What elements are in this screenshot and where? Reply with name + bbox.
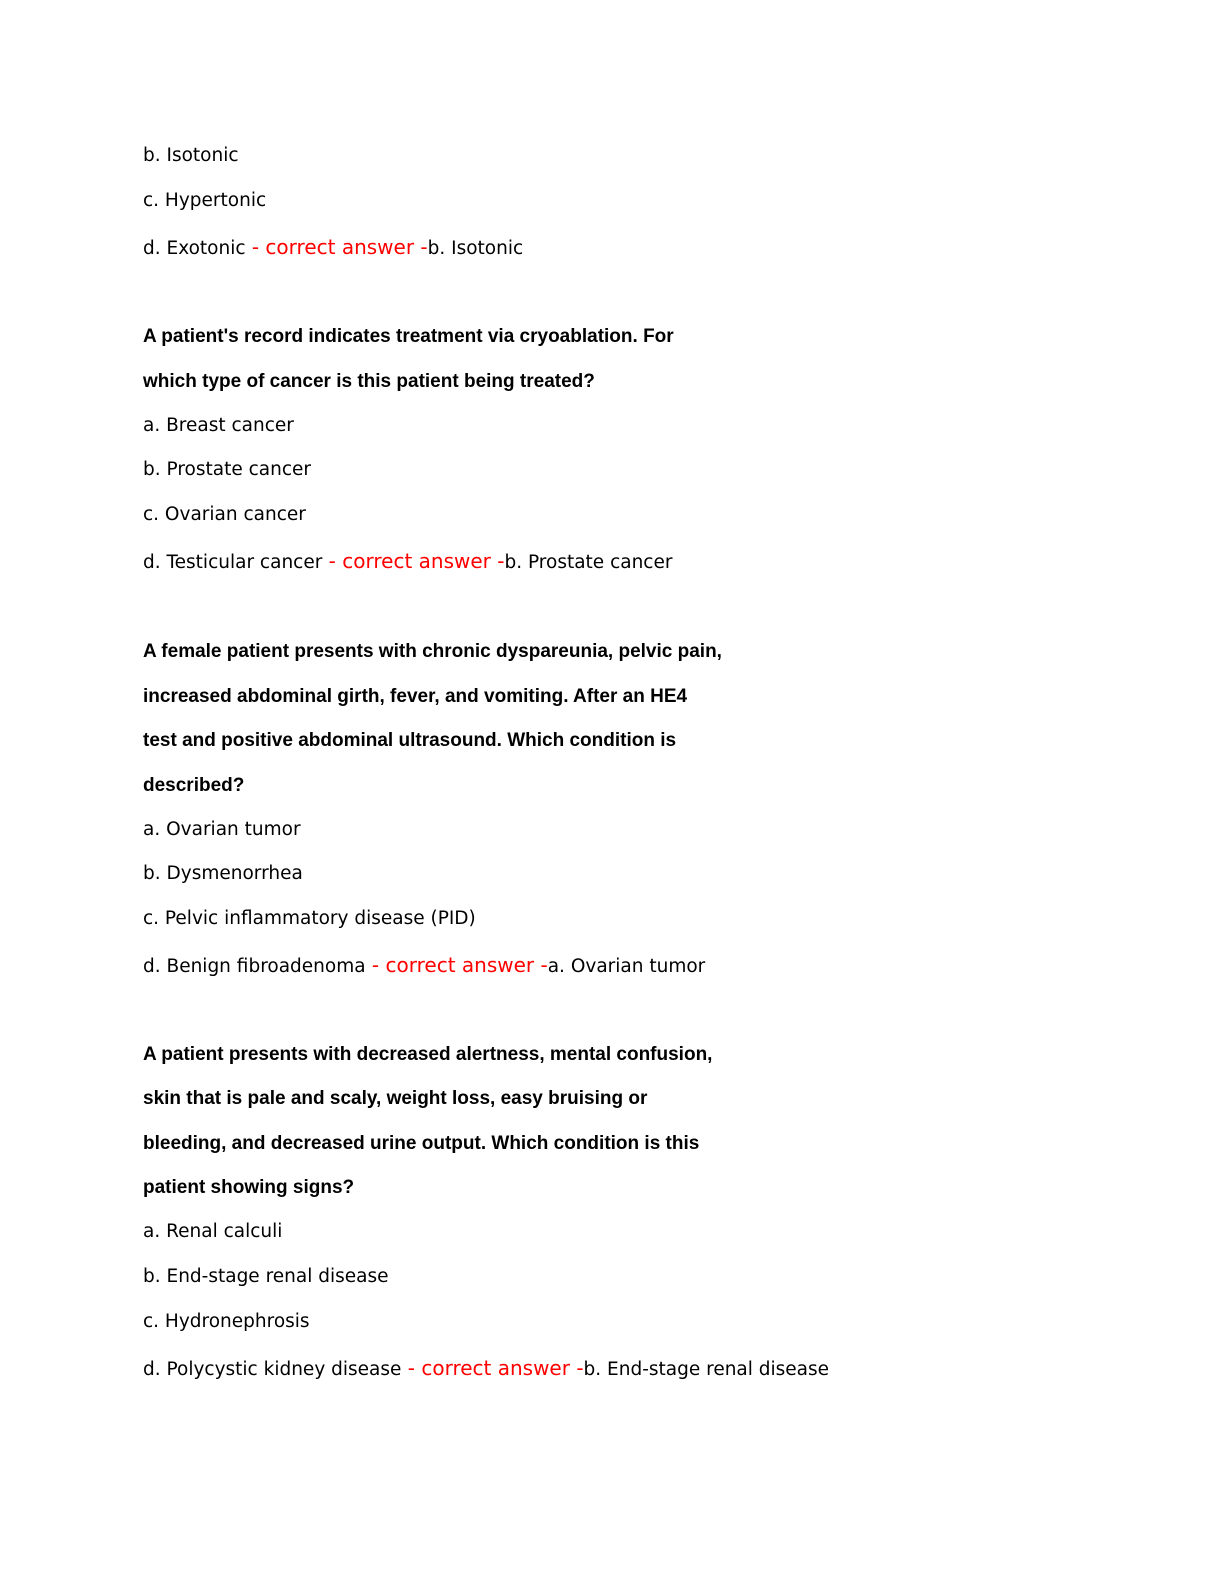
correct-answer-marker: - correct answer - — [245, 235, 428, 259]
correct-answer: b. Prostate cancer — [504, 552, 673, 573]
question-line: A patient's record indicates treatment via cryoablation. For — [143, 326, 674, 347]
answer-line — [143, 235, 523, 261]
question-line: test and positive abdominal ultrasound. Which condition is — [143, 730, 677, 751]
option-line: b. Isotonic — [143, 145, 239, 166]
last-option: d. Testicular cancer — [143, 552, 323, 573]
correct-answer-marker: - correct answer - — [401, 1356, 584, 1380]
option-line: b. Prostate cancer — [143, 459, 311, 480]
last-option: d. Polycystic kidney disease — [143, 1359, 402, 1380]
last-option: d. Exotonic — [143, 238, 246, 259]
correct-answer: b. End-stage renal disease — [583, 1359, 830, 1380]
question-line: bleeding, and decreased urine output. Which condition is this — [143, 1133, 700, 1154]
option-line: b. Dysmenorrhea — [143, 863, 303, 884]
question-line: A female patient presents with chronic dyspareunia, pelvic pain, — [143, 641, 722, 662]
question-line: A patient presents with decreased alertness, mental confusion, — [143, 1044, 713, 1065]
question-line: which type of cancer is this patient being treated? — [143, 371, 595, 392]
correct-answer: a. Ovarian tumor — [547, 956, 706, 977]
correct-answer: b. Isotonic — [427, 238, 524, 259]
correct-answer-marker: - correct answer - — [365, 953, 548, 977]
option-line: b. End-stage renal disease — [143, 1266, 389, 1287]
answer-line — [143, 953, 705, 979]
option-line: a. Ovarian tumor — [143, 819, 301, 840]
question-line: increased abdominal girth, fever, and vomiting. After an HE4 — [143, 686, 688, 707]
option-line: a. Breast cancer — [143, 415, 294, 436]
last-option: d. Benign fibroadenoma — [143, 956, 366, 977]
answer-line — [143, 1356, 829, 1382]
option-line: c. Hydronephrosis — [143, 1311, 310, 1332]
option-line: c. Hypertonic — [143, 190, 267, 211]
option-line: c. Pelvic inflammatory disease (PID) — [143, 908, 476, 929]
question-line: patient showing signs? — [143, 1177, 355, 1198]
question-line: described? — [143, 775, 245, 796]
correct-answer-marker: - correct answer - — [322, 549, 505, 573]
option-line: a. Renal calculi — [143, 1221, 283, 1242]
answer-line — [143, 549, 672, 575]
option-line: c. Ovarian cancer — [143, 504, 306, 525]
question-line: skin that is pale and scaly, weight loss, easy bruising or — [143, 1088, 648, 1109]
